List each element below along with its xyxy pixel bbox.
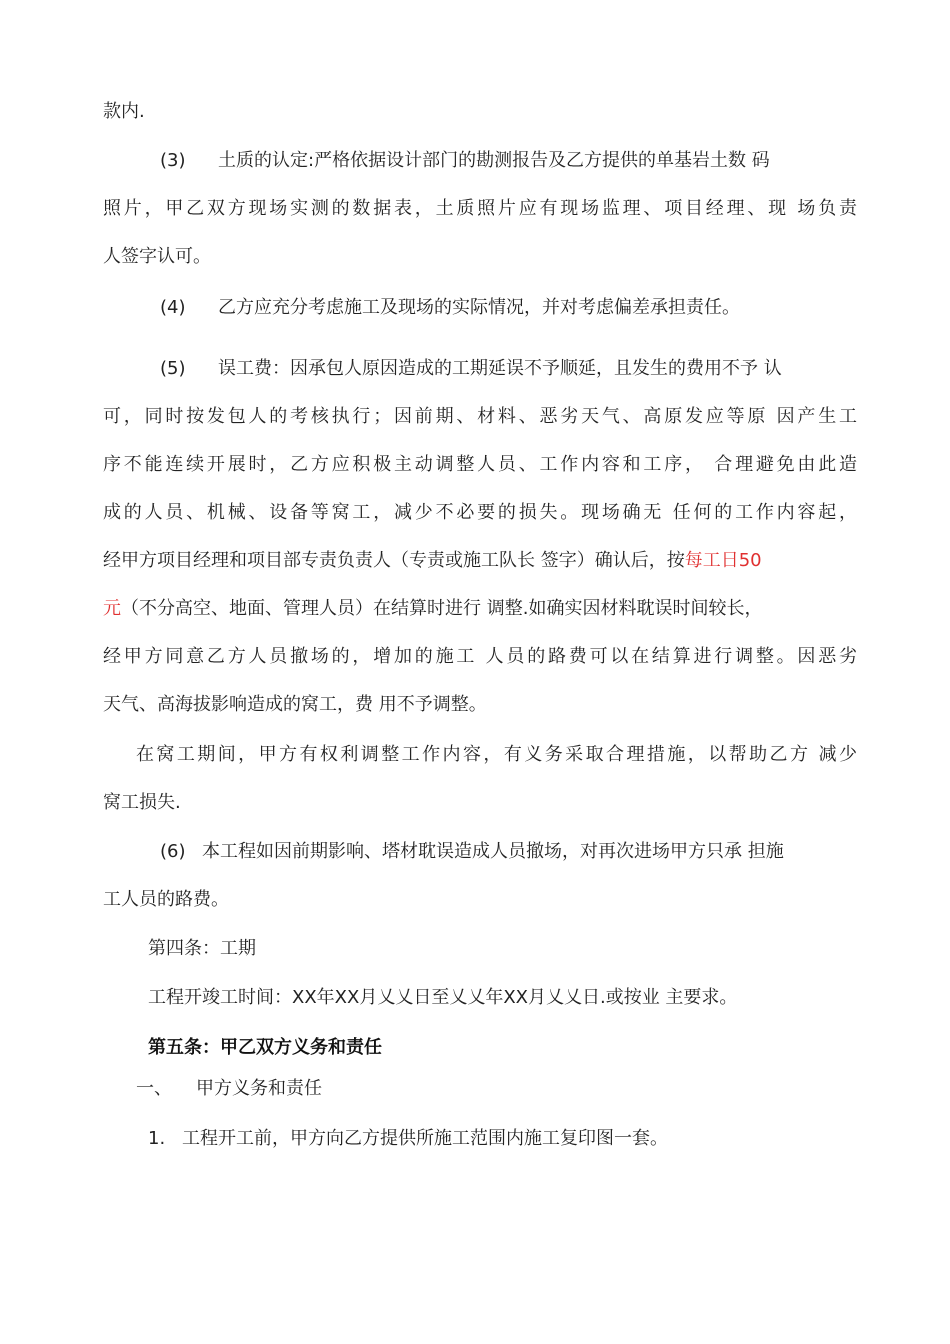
clause-6-line-2: 工人员的路费。 bbox=[103, 889, 229, 910]
clause-number: (5) bbox=[160, 358, 186, 379]
clause-3-line-2: 照片，甲乙双方现场实测的数据表，土质照片应有现场监理、项目经理、现 场负责 bbox=[103, 198, 857, 219]
article-4-text: 工程开竣工时间：XX年XX月乂乂日至乂乂年XX月乂乂日.或按业 主要求。 bbox=[148, 987, 738, 1008]
idle-paragraph-line-1: 在窝工期间，甲方有权利调整工作内容，有义务采取合理措施，以帮助乙方 减少 bbox=[136, 744, 857, 765]
article-4-title: 第四条：工期 bbox=[148, 938, 256, 959]
clause-5-line-2: 可，同时按发包人的考核执行；因前期、材料、恶劣天气、高原发应等原 因产生工 bbox=[103, 406, 857, 427]
section-number: 一、 bbox=[136, 1078, 172, 1099]
clause-number: (3) bbox=[160, 150, 186, 171]
clause-number: (4) bbox=[160, 297, 186, 318]
highlighted-rate-unit: 元 bbox=[103, 598, 121, 619]
paragraph-continuation: 款内. bbox=[103, 101, 145, 122]
clause-5-line-1: (5) 误工费：因承包人原因造成的工期延误不予顺延，且发生的费用不予 认 bbox=[160, 358, 782, 379]
item-1: 1. 工程开工前，甲方向乙方提供所施工范围内施工复印图一套。 bbox=[148, 1128, 668, 1149]
clause-3-line-3: 人签字认可。 bbox=[103, 246, 211, 267]
clause-number: (6) bbox=[160, 841, 186, 862]
clause-5-line-4: 成的人员、机械、设备等窝工，减少不必要的损失。现场确无 任何的工作内容起， bbox=[103, 502, 857, 523]
item-number: 1. bbox=[148, 1128, 166, 1149]
clause-4-line-1: (4) 乙方应充分考虑施工及现场的实际情况，并对考虑偏差承担责任。 bbox=[160, 297, 740, 318]
clause-5-line-5: 经甲方项目经理和项目部专责负责人（专责或施工队长 签字）确认后，按每工日50 bbox=[103, 550, 762, 571]
clause-5-line-6: 元（不分高空、地面、管理人员）在结算时进行 调整.如确实因材料耽误时间较长， bbox=[103, 598, 763, 619]
idle-paragraph-line-2: 窝工损失. bbox=[103, 792, 181, 813]
clause-5-line-8: 天气、高海拔影响造成的窝工，费 用不予调整。 bbox=[103, 694, 487, 715]
clause-3-line-1: (3) 土质的认定:严格依据设计部门的勘测报告及乙方提供的单基岩土数 码 bbox=[160, 150, 770, 171]
section-1-heading: 一、 甲方义务和责任 bbox=[136, 1078, 322, 1099]
clause-5-line-7: 经甲方同意乙方人员撤场的，增加的施工 人员的路费可以在结算进行调整。因恶劣 bbox=[103, 646, 857, 667]
highlighted-rate: 每工日50 bbox=[684, 550, 762, 571]
article-5-title: 第五条：甲乙双方义务和责任 bbox=[148, 1037, 382, 1058]
clause-5-line-3: 序不能连续开展时，乙方应积极主动调整人员、工作内容和工序， 合理避免由此造 bbox=[103, 454, 857, 475]
clause-6-line-1: (6) 本工程如因前期影响、塔材耽误造成人员撤场，对再次进场甲方只承 担施 bbox=[160, 841, 784, 862]
